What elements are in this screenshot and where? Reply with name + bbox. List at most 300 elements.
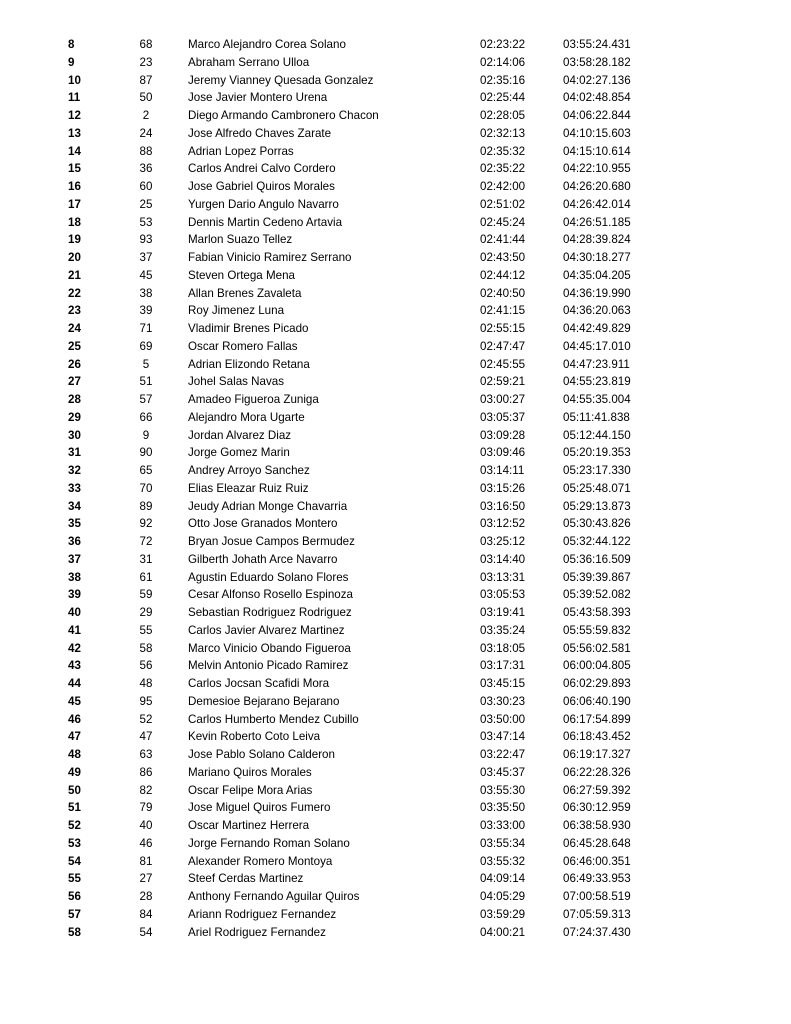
bib-number-cell: 86: [139, 765, 153, 779]
bib-number-cell: 38: [139, 286, 153, 300]
position-cell: 25: [68, 339, 81, 353]
total-time-cell: 04:06:22.844: [563, 109, 631, 122]
table-row: [0, 746, 791, 764]
split-time-cell: 02:59:21: [480, 375, 526, 389]
split-time-cell: 03:18:05: [480, 641, 526, 655]
total-time-cell: 04:47:23.911: [563, 357, 630, 371]
total-time-cell: 06:19:17.327: [563, 748, 631, 761]
table-row: [0, 391, 791, 409]
total-time-cell: 04:26:42.014: [563, 197, 631, 211]
rider-name-cell: Jorge Gomez Marin: [188, 446, 290, 460]
bib-number-cell: 31: [139, 552, 153, 566]
rider-name-cell: Jeudy Adrian Monge Chavarria: [188, 499, 348, 513]
total-time-cell: 04:15:10.614: [563, 144, 631, 158]
rider-name-cell: Vladimir Brenes Picado: [188, 322, 309, 335]
rider-name-cell: Alexander Romero Montoya: [188, 854, 333, 868]
position-cell: 11: [68, 91, 81, 105]
split-time-cell: 02:35:16: [480, 73, 526, 87]
position-cell: 14: [68, 144, 81, 158]
split-time-cell: 03:45:37: [480, 765, 526, 779]
rider-name-cell: Demesioe Bejarano Bejarano: [188, 694, 340, 708]
bib-number-cell: 81: [139, 854, 153, 868]
table-row: [0, 533, 791, 551]
split-time-cell: 02:45:55: [480, 357, 526, 371]
rider-name-cell: Steven Ortega Mena: [188, 268, 295, 282]
split-time-cell: 03:13:31: [480, 570, 526, 584]
split-time-cell: 02:42:00: [480, 180, 526, 193]
split-time-cell: 03:16:50: [480, 499, 526, 513]
rider-name-cell: Jeremy Vianney Quesada Gonzalez: [188, 73, 374, 87]
bib-number-cell: 23: [139, 55, 153, 69]
total-time-cell: 04:28:39.824: [563, 233, 631, 247]
total-time-cell: 06:02:29.893: [563, 677, 631, 690]
bib-number-cell: 58: [139, 641, 153, 655]
rider-name-cell: Steef Cerdas Martinez: [188, 872, 304, 886]
position-cell: 43: [68, 659, 81, 673]
bib-number-cell: 48: [139, 677, 153, 690]
position-cell: 46: [68, 712, 81, 726]
table-row: [0, 498, 791, 516]
position-cell: 38: [68, 570, 81, 584]
table-row: [0, 906, 791, 924]
total-time-cell: 03:58:28.182: [563, 55, 631, 69]
split-time-cell: 02:28:05: [480, 109, 526, 122]
position-cell: 13: [68, 126, 81, 140]
bib-number-cell: 69: [139, 339, 153, 353]
rider-name-cell: Sebastian Rodriguez Rodriguez: [188, 606, 352, 619]
split-time-cell: 02:41:44: [480, 233, 526, 247]
total-time-cell: 05:43:58.393: [563, 606, 631, 619]
split-time-cell: 03:22:47: [480, 748, 526, 761]
split-time-cell: 03:09:46: [480, 446, 526, 460]
total-time-cell: 04:02:27.136: [563, 73, 631, 87]
position-cell: 32: [68, 464, 81, 477]
table-row: [0, 409, 791, 427]
table-row: [0, 143, 791, 161]
position-cell: 21: [68, 268, 81, 282]
table-row: [0, 214, 791, 232]
position-cell: 17: [68, 197, 81, 211]
split-time-cell: 03:17:31: [480, 659, 526, 673]
position-cell: 41: [68, 623, 81, 637]
table-row: [0, 427, 791, 445]
rider-name-cell: Allan Brenes Zavaleta: [188, 286, 302, 300]
table-row: [0, 54, 791, 72]
rider-name-cell: Mariano Quiros Morales: [188, 765, 312, 779]
rider-name-cell: Jose Pablo Solano Calderon: [188, 748, 335, 761]
table-row: [0, 462, 791, 480]
rider-name-cell: Bryan Josue Campos Bermudez: [188, 535, 355, 548]
rider-name-cell: Jose Alfredo Chaves Zarate: [188, 126, 332, 140]
table-row: [0, 711, 791, 729]
rider-name-cell: Kevin Roberto Coto Leiva: [188, 730, 321, 744]
bib-number-cell: 95: [139, 694, 153, 708]
total-time-cell: 05:39:39.867: [563, 570, 631, 584]
total-time-cell: 04:26:51.185: [563, 215, 631, 229]
rider-name-cell: Adrian Lopez Porras: [188, 144, 294, 158]
total-time-cell: 06:22:28.326: [563, 765, 631, 779]
total-time-cell: 05:20:19.353: [563, 446, 631, 460]
position-cell: 36: [68, 535, 81, 548]
rider-name-cell: Jordan Alvarez Diaz: [188, 428, 292, 442]
bib-number-cell: 79: [139, 801, 153, 815]
table-row: [0, 853, 791, 871]
table-row: [0, 764, 791, 782]
table-row: [0, 728, 791, 746]
position-cell: 27: [68, 375, 81, 389]
split-time-cell: 03:15:26: [480, 481, 526, 495]
bib-number-cell: 63: [139, 748, 153, 761]
total-time-cell: 05:12:44.150: [563, 428, 631, 442]
split-time-cell: 03:47:14: [480, 730, 526, 744]
total-time-cell: 05:11:41.838: [563, 410, 630, 424]
rider-name-cell: Ariann Rodriguez Fernandez: [188, 907, 337, 921]
bib-number-cell: 53: [139, 215, 153, 229]
table-row: [0, 373, 791, 391]
table-row: [0, 924, 791, 942]
rider-name-cell: Gilberth Johath Arce Navarro: [188, 552, 338, 566]
bib-number-cell: 88: [139, 144, 153, 158]
total-time-cell: 04:10:15.603: [563, 126, 631, 140]
position-cell: 40: [68, 606, 81, 619]
total-time-cell: 04:26:20.680: [563, 180, 631, 193]
table-row: [0, 302, 791, 320]
table-row: [0, 675, 791, 693]
bib-number-cell: 87: [139, 73, 153, 87]
rider-name-cell: Jose Gabriel Quiros Morales: [188, 180, 335, 193]
rider-name-cell: Agustin Eduardo Solano Flores: [188, 570, 349, 584]
total-time-cell: 07:24:37.430: [563, 925, 631, 939]
bib-number-cell: 28: [139, 890, 153, 903]
position-cell: 31: [68, 446, 81, 460]
position-cell: 18: [68, 215, 81, 229]
position-cell: 50: [68, 783, 81, 797]
position-cell: 49: [68, 765, 81, 779]
bib-number-cell: 2: [142, 109, 150, 122]
total-time-cell: 07:00:58.519: [563, 890, 631, 903]
total-time-cell: 06:17:54.899: [563, 712, 631, 726]
position-cell: 57: [68, 907, 81, 921]
split-time-cell: 03:45:15: [480, 677, 526, 690]
table-row: [0, 817, 791, 835]
bib-number-cell: 24: [139, 126, 153, 140]
rider-name-cell: Oscar Felipe Mora Arias: [188, 783, 313, 797]
position-cell: 42: [68, 641, 81, 655]
split-time-cell: 02:47:47: [480, 339, 526, 353]
rider-name-cell: Cesar Alfonso Rosello Espinoza: [188, 588, 353, 602]
split-time-cell: 03:14:11: [480, 464, 525, 477]
rider-name-cell: Diego Armando Cambronero Chacon: [188, 109, 379, 122]
position-cell: 24: [68, 322, 81, 335]
bib-number-cell: 55: [139, 623, 153, 637]
rider-name-cell: Jose Javier Montero Urena: [188, 91, 328, 105]
position-cell: 52: [68, 819, 81, 832]
table-row: [0, 569, 791, 587]
total-time-cell: 05:23:17.330: [563, 464, 631, 477]
position-cell: 28: [68, 393, 81, 406]
table-row: [0, 640, 791, 658]
position-cell: 23: [68, 304, 81, 318]
rider-name-cell: Abraham Serrano Ulloa: [188, 55, 310, 69]
table-row: [0, 320, 791, 338]
bib-number-cell: 40: [139, 819, 153, 832]
split-time-cell: 04:09:14: [480, 872, 526, 886]
table-row: [0, 888, 791, 906]
position-cell: 9: [68, 55, 75, 69]
total-time-cell: 06:49:33.953: [563, 872, 631, 886]
rider-name-cell: Fabian Vinicio Ramirez Serrano: [188, 251, 352, 264]
table-row: [0, 604, 791, 622]
rider-name-cell: Jorge Fernando Roman Solano: [188, 836, 350, 850]
table-row: [0, 196, 791, 214]
rider-name-cell: Marco Alejandro Corea Solano: [188, 38, 346, 51]
bib-number-cell: 82: [139, 783, 153, 797]
table-row: [0, 515, 791, 533]
split-time-cell: 03:55:32: [480, 854, 526, 868]
table-row: [0, 160, 791, 178]
total-time-cell: 04:36:19.990: [563, 286, 631, 300]
table-row: [0, 356, 791, 374]
table-row: [0, 657, 791, 675]
bib-number-cell: 46: [139, 836, 153, 850]
total-time-cell: 06:00:04.805: [563, 659, 631, 673]
total-time-cell: 05:39:52.082: [563, 588, 631, 602]
bib-number-cell: 25: [139, 197, 153, 211]
split-time-cell: 03:14:40: [480, 552, 526, 566]
bib-number-cell: 59: [139, 588, 153, 602]
rider-name-cell: Oscar Romero Fallas: [188, 339, 298, 353]
table-row: [0, 782, 791, 800]
split-time-cell: 03:25:12: [480, 535, 526, 548]
split-time-cell: 02:25:44: [480, 91, 526, 105]
rider-name-cell: Johel Salas Navas: [188, 375, 285, 389]
total-time-cell: 06:46:00.351: [563, 854, 631, 868]
bib-number-cell: 9: [142, 428, 150, 442]
total-time-cell: 05:36:16.509: [563, 552, 631, 566]
position-cell: 20: [68, 251, 81, 264]
split-time-cell: 02:14:06: [480, 55, 526, 69]
position-cell: 8: [68, 38, 75, 51]
split-time-cell: 02:35:32: [480, 144, 526, 158]
rider-name-cell: Yurgen Dario Angulo Navarro: [188, 197, 339, 211]
split-time-cell: 02:55:15: [480, 322, 526, 335]
position-cell: 53: [68, 836, 81, 850]
table-row: [0, 178, 791, 196]
split-time-cell: 02:45:24: [480, 215, 526, 229]
total-time-cell: 04:55:35.004: [563, 393, 631, 406]
results-table: [0, 36, 791, 941]
total-time-cell: 06:27:59.392: [563, 783, 631, 797]
split-time-cell: 03:09:28: [480, 428, 526, 442]
position-cell: 30: [68, 428, 81, 442]
rider-name-cell: Amadeo Figueroa Zuniga: [188, 393, 319, 406]
split-time-cell: 02:35:22: [480, 162, 526, 176]
split-time-cell: 03:55:30: [480, 783, 526, 797]
position-cell: 35: [68, 517, 81, 531]
split-time-cell: 02:23:22: [480, 38, 526, 51]
rider-name-cell: Carlos Andrei Calvo Cordero: [188, 162, 336, 176]
bib-number-cell: 57: [139, 393, 153, 406]
total-time-cell: 04:22:10.955: [563, 162, 631, 176]
rider-name-cell: Marco Vinicio Obando Figueroa: [188, 641, 351, 655]
split-time-cell: 03:35:50: [480, 801, 526, 815]
split-time-cell: 04:00:21: [480, 925, 526, 939]
table-row: [0, 480, 791, 498]
total-time-cell: 04:36:20.063: [563, 304, 631, 318]
split-time-cell: 03:30:23: [480, 694, 526, 708]
rider-name-cell: Andrey Arroyo Sanchez: [188, 464, 310, 477]
table-row: [0, 693, 791, 711]
position-cell: 39: [68, 588, 81, 602]
bib-number-cell: 56: [139, 659, 153, 673]
position-cell: 29: [68, 410, 81, 424]
bib-number-cell: 65: [139, 464, 153, 477]
bib-number-cell: 39: [139, 304, 153, 318]
total-time-cell: 06:45:28.648: [563, 836, 631, 850]
position-cell: 10: [68, 73, 81, 87]
table-row: [0, 338, 791, 356]
split-time-cell: 02:32:13: [480, 126, 526, 140]
bib-number-cell: 66: [139, 410, 153, 424]
position-cell: 19: [68, 233, 81, 247]
bib-number-cell: 72: [139, 535, 153, 548]
table-row: [0, 107, 791, 125]
bib-number-cell: 50: [139, 91, 153, 105]
bib-number-cell: 54: [139, 925, 153, 939]
bib-number-cell: 84: [139, 907, 153, 921]
position-cell: 44: [68, 677, 81, 690]
total-time-cell: 06:30:12.959: [563, 801, 631, 815]
table-row: [0, 622, 791, 640]
bib-number-cell: 71: [139, 322, 153, 335]
position-cell: 48: [68, 748, 81, 761]
split-time-cell: 04:05:29: [480, 890, 526, 903]
rider-name-cell: Roy Jimenez Luna: [188, 304, 285, 318]
bib-number-cell: 89: [139, 499, 153, 513]
split-time-cell: 03:00:27: [480, 393, 526, 406]
table-row: [0, 267, 791, 285]
split-time-cell: 03:05:37: [480, 410, 526, 424]
rider-name-cell: Otto Jose Granados Montero: [188, 517, 338, 531]
bib-number-cell: 61: [139, 570, 153, 584]
split-time-cell: 02:44:12: [480, 268, 526, 282]
split-time-cell: 03:33:00: [480, 819, 526, 832]
rider-name-cell: Jose Miguel Quiros Fumero: [188, 801, 331, 815]
total-time-cell: 06:38:58.930: [563, 819, 631, 832]
table-row: [0, 36, 791, 54]
total-time-cell: 05:56:02.581: [563, 641, 631, 655]
split-time-cell: 03:35:24: [480, 623, 526, 637]
bib-number-cell: 68: [139, 38, 153, 51]
split-time-cell: 02:51:02: [480, 197, 526, 211]
total-time-cell: 04:55:23.819: [563, 375, 631, 389]
bib-number-cell: 52: [139, 712, 153, 726]
split-time-cell: 03:50:00: [480, 712, 526, 726]
bib-number-cell: 45: [139, 268, 153, 282]
table-row: [0, 231, 791, 249]
position-cell: 15: [68, 162, 81, 176]
split-time-cell: 02:43:50: [480, 251, 526, 264]
table-row: [0, 285, 791, 303]
total-time-cell: 05:25:48.071: [563, 481, 631, 495]
bib-number-cell: 37: [139, 251, 153, 264]
split-time-cell: 03:55:34: [480, 836, 526, 850]
rider-name-cell: Carlos Humberto Mendez Cubillo: [188, 712, 359, 726]
position-cell: 16: [68, 180, 81, 193]
total-time-cell: 05:30:43.826: [563, 517, 631, 531]
split-time-cell: 03:59:29: [480, 907, 526, 921]
total-time-cell: 03:55:24.431: [563, 38, 631, 51]
rider-name-cell: Carlos Jocsan Scafidi Mora: [188, 677, 330, 690]
total-time-cell: 06:18:43.452: [563, 730, 631, 744]
position-cell: 55: [68, 872, 81, 886]
bib-number-cell: 27: [139, 872, 153, 886]
position-cell: 58: [68, 925, 81, 939]
position-cell: 34: [68, 499, 81, 513]
table-row: [0, 586, 791, 604]
total-time-cell: 05:55:59.832: [563, 623, 631, 637]
rider-name-cell: Oscar Martinez Herrera: [188, 819, 310, 832]
table-row: [0, 799, 791, 817]
rider-name-cell: Elias Eleazar Ruiz Ruiz: [188, 481, 309, 495]
rider-name-cell: Melvin Antonio Picado Ramirez: [188, 659, 349, 673]
table-row: [0, 249, 791, 267]
total-time-cell: 04:45:17.010: [563, 339, 631, 353]
position-cell: 45: [68, 694, 81, 708]
split-time-cell: 03:05:53: [480, 588, 526, 602]
bib-number-cell: 92: [139, 517, 153, 531]
rider-name-cell: Adrian Elizondo Retana: [188, 357, 310, 371]
position-cell: 33: [68, 481, 81, 495]
total-time-cell: 05:32:44.122: [563, 535, 631, 548]
bib-number-cell: 47: [139, 730, 153, 744]
table-row: [0, 72, 791, 90]
position-cell: 22: [68, 286, 81, 300]
position-cell: 12: [68, 109, 81, 122]
bib-number-cell: 60: [139, 180, 153, 193]
rider-name-cell: Alejandro Mora Ugarte: [188, 410, 305, 424]
position-cell: 54: [68, 854, 81, 868]
position-cell: 26: [68, 357, 81, 371]
rider-name-cell: Ariel Rodriguez Fernandez: [188, 925, 326, 939]
bib-number-cell: 90: [139, 446, 153, 460]
bib-number-cell: 5: [142, 357, 150, 371]
table-row: [0, 551, 791, 569]
bib-number-cell: 70: [139, 481, 153, 495]
bib-number-cell: 36: [139, 162, 153, 176]
position-cell: 37: [68, 552, 81, 566]
rider-name-cell: Dennis Martin Cedeno Artavia: [188, 215, 343, 229]
total-time-cell: 07:05:59.313: [563, 907, 631, 921]
position-cell: 51: [68, 801, 81, 815]
split-time-cell: 03:12:52: [480, 517, 526, 531]
split-time-cell: 02:40:50: [480, 286, 526, 300]
total-time-cell: 04:35:04.205: [563, 268, 631, 282]
total-time-cell: 04:42:49.829: [563, 322, 631, 335]
table-row: [0, 870, 791, 888]
rider-name-cell: Marlon Suazo Tellez: [188, 233, 293, 247]
table-row: [0, 89, 791, 107]
total-time-cell: 04:30:18.277: [563, 251, 631, 264]
total-time-cell: 05:29:13.873: [563, 499, 631, 513]
bib-number-cell: 29: [139, 606, 153, 619]
total-time-cell: 06:06:40.190: [563, 694, 631, 708]
rider-name-cell: Carlos Javier Alvarez Martinez: [188, 623, 345, 637]
position-cell: 47: [68, 730, 81, 744]
split-time-cell: 03:19:41: [480, 606, 526, 619]
bib-number-cell: 51: [139, 375, 153, 389]
total-time-cell: 04:02:48.854: [563, 91, 631, 105]
